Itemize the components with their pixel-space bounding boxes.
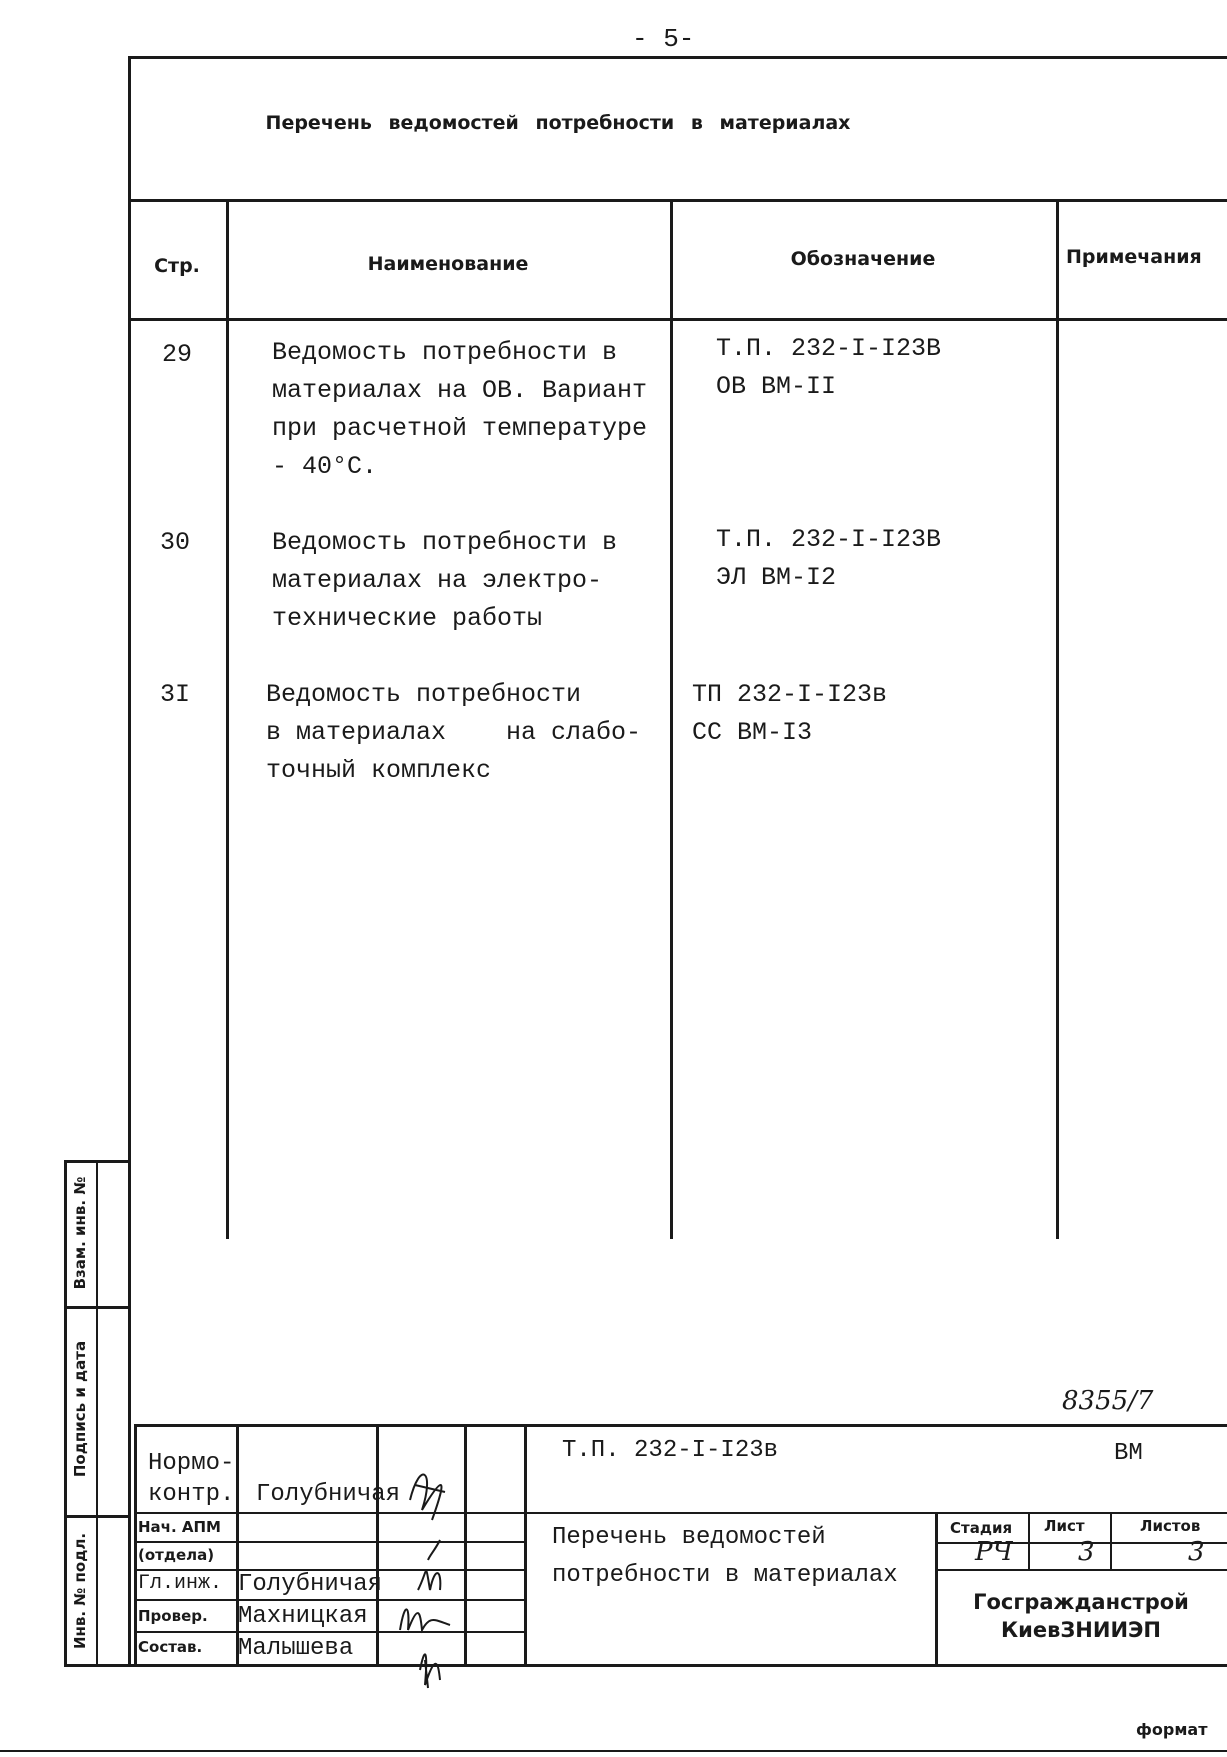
col-sep-1 xyxy=(226,199,229,1239)
header-top-line xyxy=(128,199,1227,202)
row-designation-line: ТП 232-I-I23в xyxy=(692,680,888,709)
col-header-notes: Примечания xyxy=(1066,246,1202,268)
row-name-line: материалах на ОВ. Вариант xyxy=(272,376,648,405)
col-header-name: Наименование xyxy=(367,253,529,275)
doc-name-line: потребности в материалах xyxy=(552,1562,898,1589)
signature-icon xyxy=(418,1540,440,1590)
row-page: 3I xyxy=(160,680,191,709)
row-name-line: при расчетной температуре xyxy=(272,414,648,443)
row-name xyxy=(272,334,647,486)
organization-line: КиевЗНИИЭП xyxy=(1000,1618,1162,1642)
col-sep-3 xyxy=(1056,199,1059,1239)
side-inner-line xyxy=(96,1160,98,1666)
row-name xyxy=(272,524,617,638)
col-header-page: Стр. xyxy=(154,255,200,277)
frame-top-line xyxy=(128,56,1227,59)
row-name-line: - 40°С. xyxy=(272,452,378,481)
tb-top-line xyxy=(134,1424,1227,1427)
row-name xyxy=(266,676,641,790)
signature-icon xyxy=(420,1654,440,1688)
side-label-signature-date: Подпись и дата xyxy=(71,1340,89,1478)
row-name-line: в материалах на слабо- xyxy=(266,718,642,747)
organization xyxy=(935,1588,1227,1644)
page-bottom-line xyxy=(0,1750,1227,1752)
row-name-line: технические работы xyxy=(272,604,543,633)
tb-mid-line xyxy=(524,1512,1227,1514)
signature-icon xyxy=(400,1609,450,1630)
row-designation-line: Т.П. 232-I-I23В xyxy=(716,334,942,363)
row-name-line: Ведомость потребности в xyxy=(272,338,618,367)
col-header-designation: Обозначение xyxy=(790,248,936,270)
format-label: формат xyxy=(1136,1720,1208,1739)
signer-name: Голубничая xyxy=(238,1571,383,1598)
signer-role: Нач. АПМ xyxy=(138,1518,221,1536)
row-designation-line: Т.П. 232-I-I23В xyxy=(716,525,942,554)
sheet-label: Лист xyxy=(1044,1517,1085,1535)
signer-role: Состав. xyxy=(138,1638,203,1656)
tb-sep-sheet xyxy=(1028,1512,1030,1569)
signer-role: Провер. xyxy=(138,1607,208,1625)
stage-value: РЧ xyxy=(975,1537,1013,1567)
tb-left-line xyxy=(134,1424,137,1666)
signer-name: Малышева xyxy=(238,1635,354,1662)
row-name-line: точный комплекс xyxy=(266,756,492,785)
side-label-inv-orig: Инв. № подл. xyxy=(71,1532,89,1650)
col-sep-2 xyxy=(670,199,673,1239)
signer-name: Махницкая xyxy=(238,1603,368,1630)
page-number: - 5- xyxy=(632,24,695,54)
side-label-replace-inv: Взам. инв. № xyxy=(71,1176,89,1290)
row-designation xyxy=(692,676,887,752)
row-designation xyxy=(716,521,941,597)
row-designation xyxy=(716,330,941,406)
archive-number: 8355/7 xyxy=(1062,1386,1154,1416)
sheets-value: 3 xyxy=(1188,1537,1205,1567)
doc-name xyxy=(552,1519,898,1595)
margin-left-line xyxy=(64,1160,67,1666)
signer-role: Гл.инж. xyxy=(138,1572,223,1595)
tb-sep-name xyxy=(376,1424,379,1666)
signature-marks xyxy=(380,1440,520,1700)
tb-sep-sheets xyxy=(1110,1512,1112,1569)
header-bottom-line xyxy=(128,318,1227,321)
tb-sep-date xyxy=(524,1424,527,1666)
tb-org-line xyxy=(935,1569,1227,1571)
row-designation-line: ОВ ВМ-II xyxy=(716,372,837,401)
signer-role: контр. xyxy=(148,1481,235,1508)
signature-icon xyxy=(410,1475,445,1520)
doc-code: Т.П. 232-I-I23в xyxy=(562,1437,779,1464)
row-page: 30 xyxy=(160,528,191,557)
row-name-line: Ведомость потребности в xyxy=(272,528,618,557)
row-designation-line: ЭЛ ВМ-I2 xyxy=(716,563,837,592)
sheet-value: 3 xyxy=(1078,1537,1095,1567)
organization-line: Госгражданстрой xyxy=(973,1590,1189,1614)
row-designation-line: СС ВМ-I3 xyxy=(692,718,813,747)
row-name-line: Ведомость потребности xyxy=(266,680,582,709)
frame-left-line xyxy=(128,56,131,1666)
signer-name: Голубничая xyxy=(256,1481,401,1508)
signer-role: (отдела) xyxy=(138,1546,215,1564)
signer-role: Нормо- xyxy=(148,1450,235,1477)
row-page: 29 xyxy=(162,340,193,369)
doc-mark: ВМ xyxy=(1114,1440,1143,1467)
row-name-line: материалах на электро- xyxy=(272,566,603,595)
doc-name-line: Перечень ведомостей xyxy=(552,1524,826,1551)
table-title: Перечень ведомостей потребности в материалах xyxy=(265,112,851,134)
sheets-label: Листов xyxy=(1140,1517,1201,1535)
stage-label: Стадия xyxy=(950,1519,1013,1537)
